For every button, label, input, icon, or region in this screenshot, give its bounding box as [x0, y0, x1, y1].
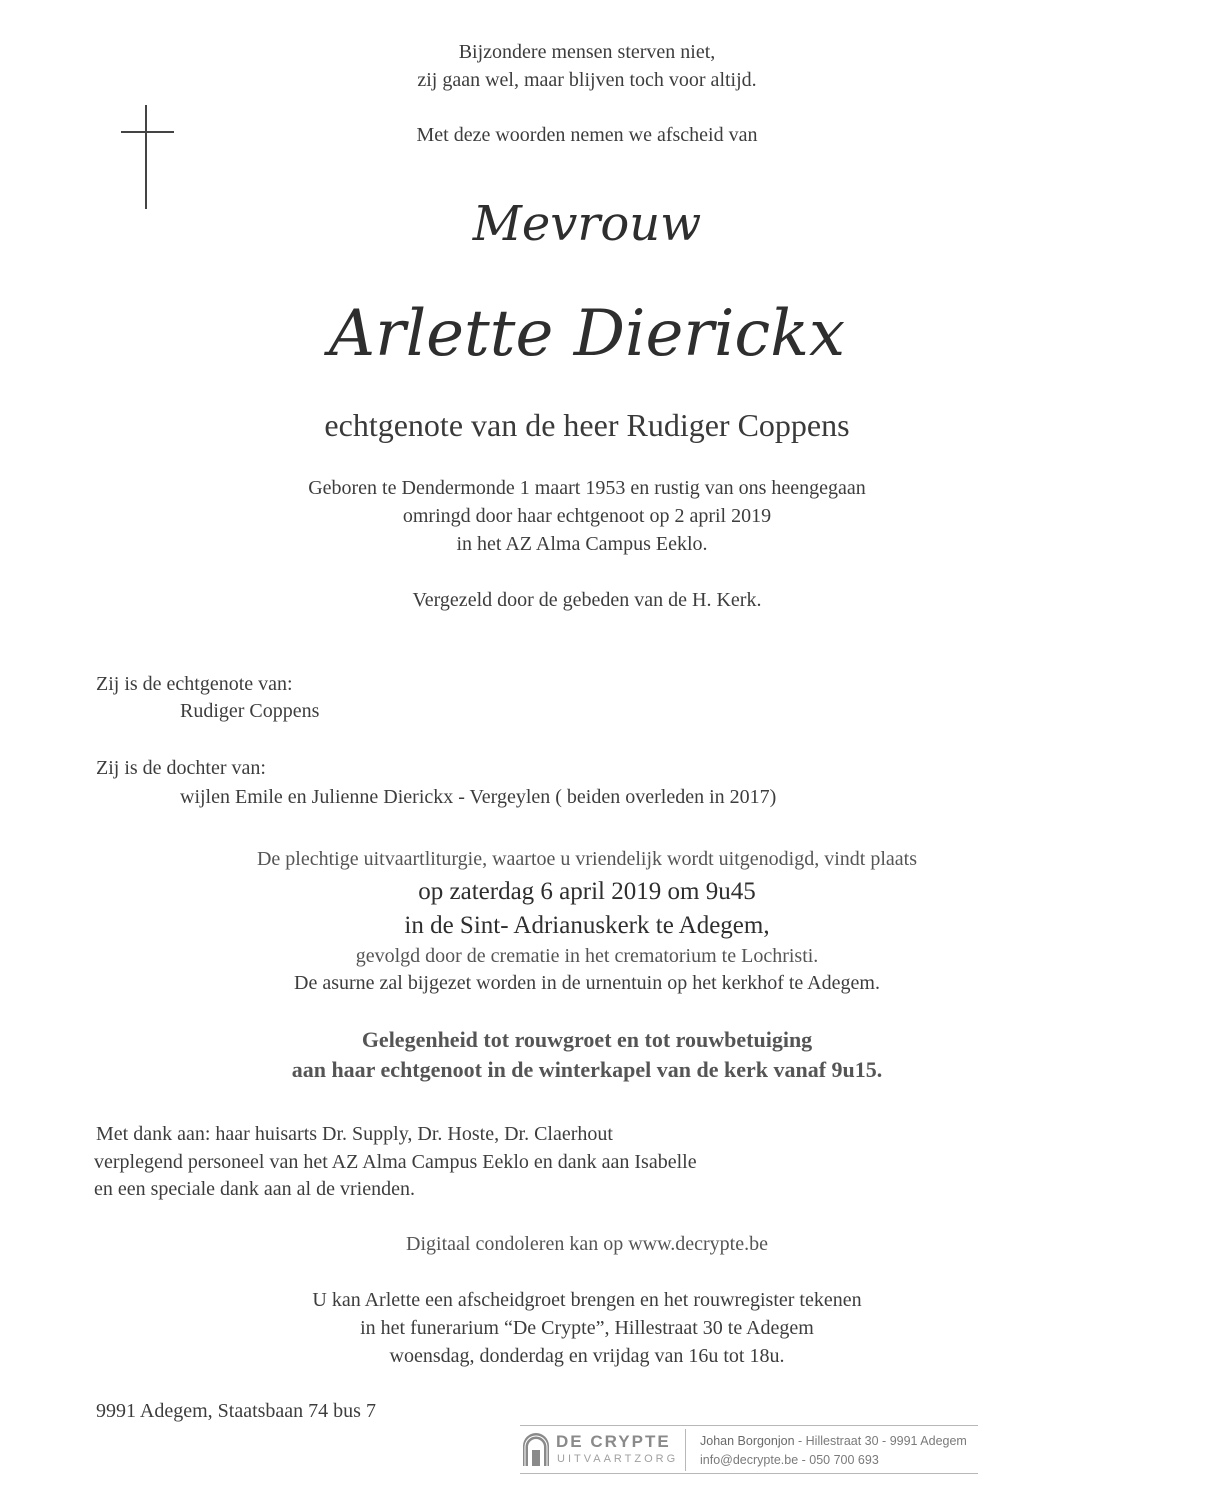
footer-contact-line-1	[700, 1432, 967, 1451]
thanks-line-2: verplegend personeel van het AZ Alma Campus Eeklo en dank aan Isabelle	[94, 1151, 697, 1173]
footer-contact	[700, 1432, 967, 1470]
thanks-line-3: en een speciale dank aan al de vrienden.	[94, 1178, 415, 1200]
funeral-church: in de Sint- Adrianuskerk te Adegem,	[404, 912, 770, 939]
visit-line-1: U kan Arlette een afscheidgroet brengen en het rouwregister tekenen	[312, 1289, 862, 1311]
spouse-name: Rudiger Coppens	[180, 700, 320, 722]
intro-text: Met deze woorden nemen we afscheid van	[416, 124, 758, 146]
birth-line-1: Geboren te Dendermonde 1 maart 1953 en rustig van ons heengegaan	[308, 477, 866, 499]
daughter-label: Zij is de dochter van:	[96, 757, 266, 779]
footer-bottom-rule	[520, 1473, 978, 1474]
crypte-logo-icon	[521, 1432, 551, 1466]
footer-divider	[685, 1429, 686, 1471]
birth-line-3: in het AZ Alma Campus Eeklo.	[456, 533, 708, 555]
salutation: Mevrouw	[472, 196, 702, 252]
deceased-name: Arlette Dierickx	[328, 297, 846, 371]
quote	[0, 38, 1174, 94]
visit-line-3: woensdag, donderdag en vrijdag van 16u tot 18u.	[389, 1345, 785, 1367]
thanks-line-1: Met dank aan: haar huisarts Dr. Supply, Dr. Hoste, Dr. Claerhout	[96, 1123, 613, 1145]
spouse-title: echtgenote van de heer Rudiger Coppens	[324, 407, 850, 443]
funeral-date: op zaterdag 6 april 2019 om 9u45	[418, 878, 756, 905]
footer-contact-name: Johan Borgonjon	[700, 1434, 795, 1448]
parents: wijlen Emile en Julienne Dierickx - Vergeylen ( beiden overleden in 2017)	[180, 786, 777, 808]
visit-line-2: in het funerarium “De Crypte”, Hillestraat 30 te Adegem	[360, 1317, 814, 1339]
visit-info	[0, 1286, 1174, 1370]
quote-line-1: Bijzondere mensen sterven niet,	[458, 41, 716, 63]
condolence-line-1: Gelegenheid tot rouwgroet en tot rouwbetuiging	[361, 1027, 813, 1052]
funeral-cremation: gevolgd door de crematie in het crematorium te Lochristi.	[355, 945, 819, 967]
spouse-label: Zij is de echtgenote van:	[96, 673, 293, 695]
funeral-invite: De plechtige uitvaartliturgie, waartoe u vriendelijk wordt uitgenodigd, vindt plaats	[256, 848, 917, 870]
footer-contact-line-2: info@decrypte.be - 050 700 693	[700, 1453, 879, 1467]
birth-info	[0, 474, 1174, 558]
footer-logo-sub: UITVAARTZORG	[557, 1453, 679, 1465]
birth-line-2: omringd door haar echtgenoot op 2 april 2019	[402, 505, 772, 527]
church-prayer: Vergezeld door de gebeden van de H. Kerk.	[412, 589, 762, 611]
funeral-urn: De asurne zal bijgezet worden in de urnentuin op het kerkhof te Adegem.	[294, 972, 880, 994]
condolence-line-2: aan haar echtgenoot in de winterkapel van de kerk vanaf 9u15.	[291, 1057, 883, 1082]
quote-line-2: zij gaan wel, maar blijven toch voor altijd.	[417, 69, 757, 91]
digital-condolence: Digitaal condoleren kan op www.decrypte.be	[406, 1233, 768, 1255]
footer-contact-address: - Hillestraat 30 - 9991 Adegem	[794, 1434, 967, 1448]
footer-top-rule	[520, 1425, 978, 1426]
footer-logo-name: DE CRYPTE	[556, 1432, 671, 1451]
home-address: 9991 Adegem, Staatsbaan 74 bus 7	[96, 1400, 376, 1422]
